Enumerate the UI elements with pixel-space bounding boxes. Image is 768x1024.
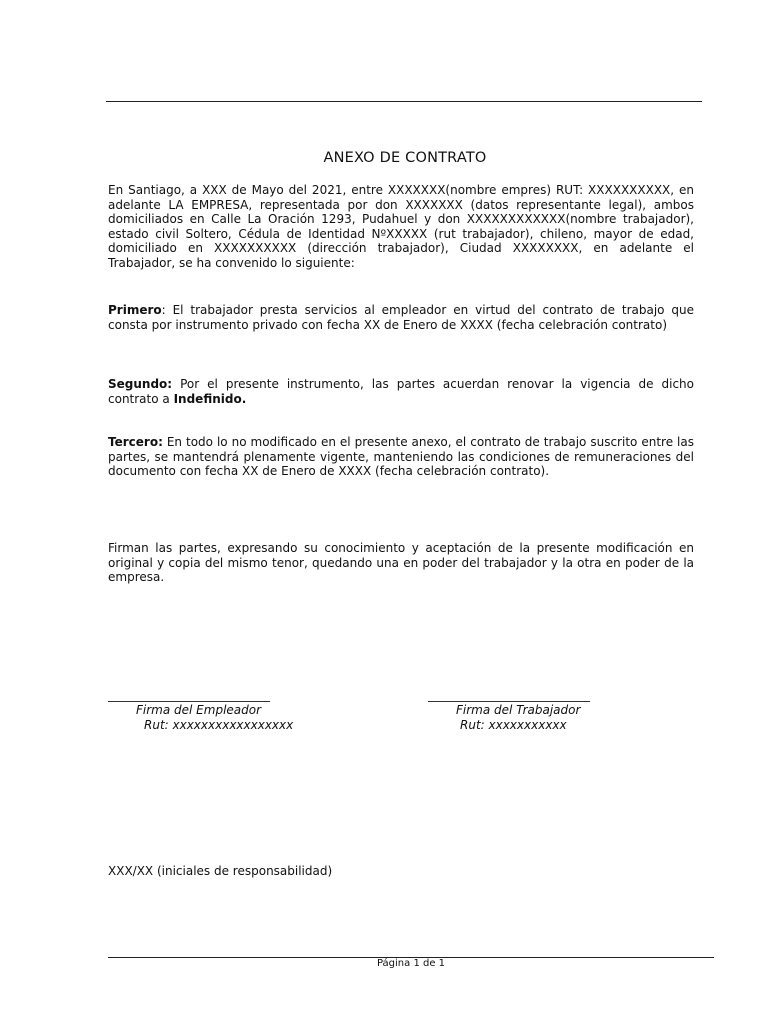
responsibility-initials: XXX/XX (iniciales de responsabilidad) [108,864,333,878]
employer-rut: Rut: xxxxxxxxxxxxxxxxx [144,718,294,732]
clause-tercero [108,435,694,479]
clause-tercero-label: Tercero: [108,435,163,449]
clause-primero-label: Primero [108,303,162,317]
clause-primero [108,303,694,332]
document-title: ANEXO DE CONTRATO [323,150,487,166]
header-rule [106,101,702,102]
clause-segundo-emphasis: Indefinido. [173,391,247,406]
clause-segundo-label: Segundo: [108,377,173,391]
worker-signature-label: Firma del Trabajador [456,703,581,717]
clause-segundo [108,377,694,406]
clause-primero-text: : El trabajador presta servicios al empleador en virtud del contrato de trabajo que consta por instrumento privado con fecha XX de Enero de XXXX (fecha celebración contrato) [108,303,694,332]
worker-rut: Rut: xxxxxxxxxxx [460,718,567,732]
signing-paragraph: Firman las partes, expresando su conocimiento y aceptación de la presente modificación en original y copia del mismo tenor, quedando una en poder del trabajador y la otra en poder de la empresa. [108,541,694,584]
page-number: Página 1 de 1 [376,958,446,969]
employer-signature-block [108,688,293,733]
clause-tercero-text: En todo lo no modificado en el presente anexo, el contrato de trabajo suscrito entre las partes, se mantendrá plenamente vigente, manteniendo las condiciones de remuneraciones del documento con fecha XX de Enero de XXXX (fecha celebración contrato). [108,435,694,478]
worker-signature-block [428,688,590,733]
clause-segundo-text: Por el presente instrumento, las partes acuerdan renovar la vigencia de dicho contrato a [108,377,694,406]
intro-paragraph: En Santiago, a XXX de Mayo del 2021, entre XXXXXXX(nombre empres) RUT: XXXXXXXXXX, en adelante LA EMPRESA, representada por don XXXXXXX (datos representante legal), ambos domiciliados en Calle La Oración 1293, Pudahuel y don XXXXXXXXXXXX(nombre trabajador), estado civil Soltero, Cédula de Identidad NºXXXXX (rut trabajador), chileno, mayor de edad, domiciliado en XXXXXXXXXX (dirección trabajador), Ciudad XXXXXXXX, en adelante el Trabajador, se ha convenido lo siguiente: [108,183,694,270]
worker-signature-line: ___________________________ [428,688,590,702]
employer-signature-line: ___________________________ [108,688,270,702]
employer-signature-label: Firma del Empleador [136,703,262,717]
